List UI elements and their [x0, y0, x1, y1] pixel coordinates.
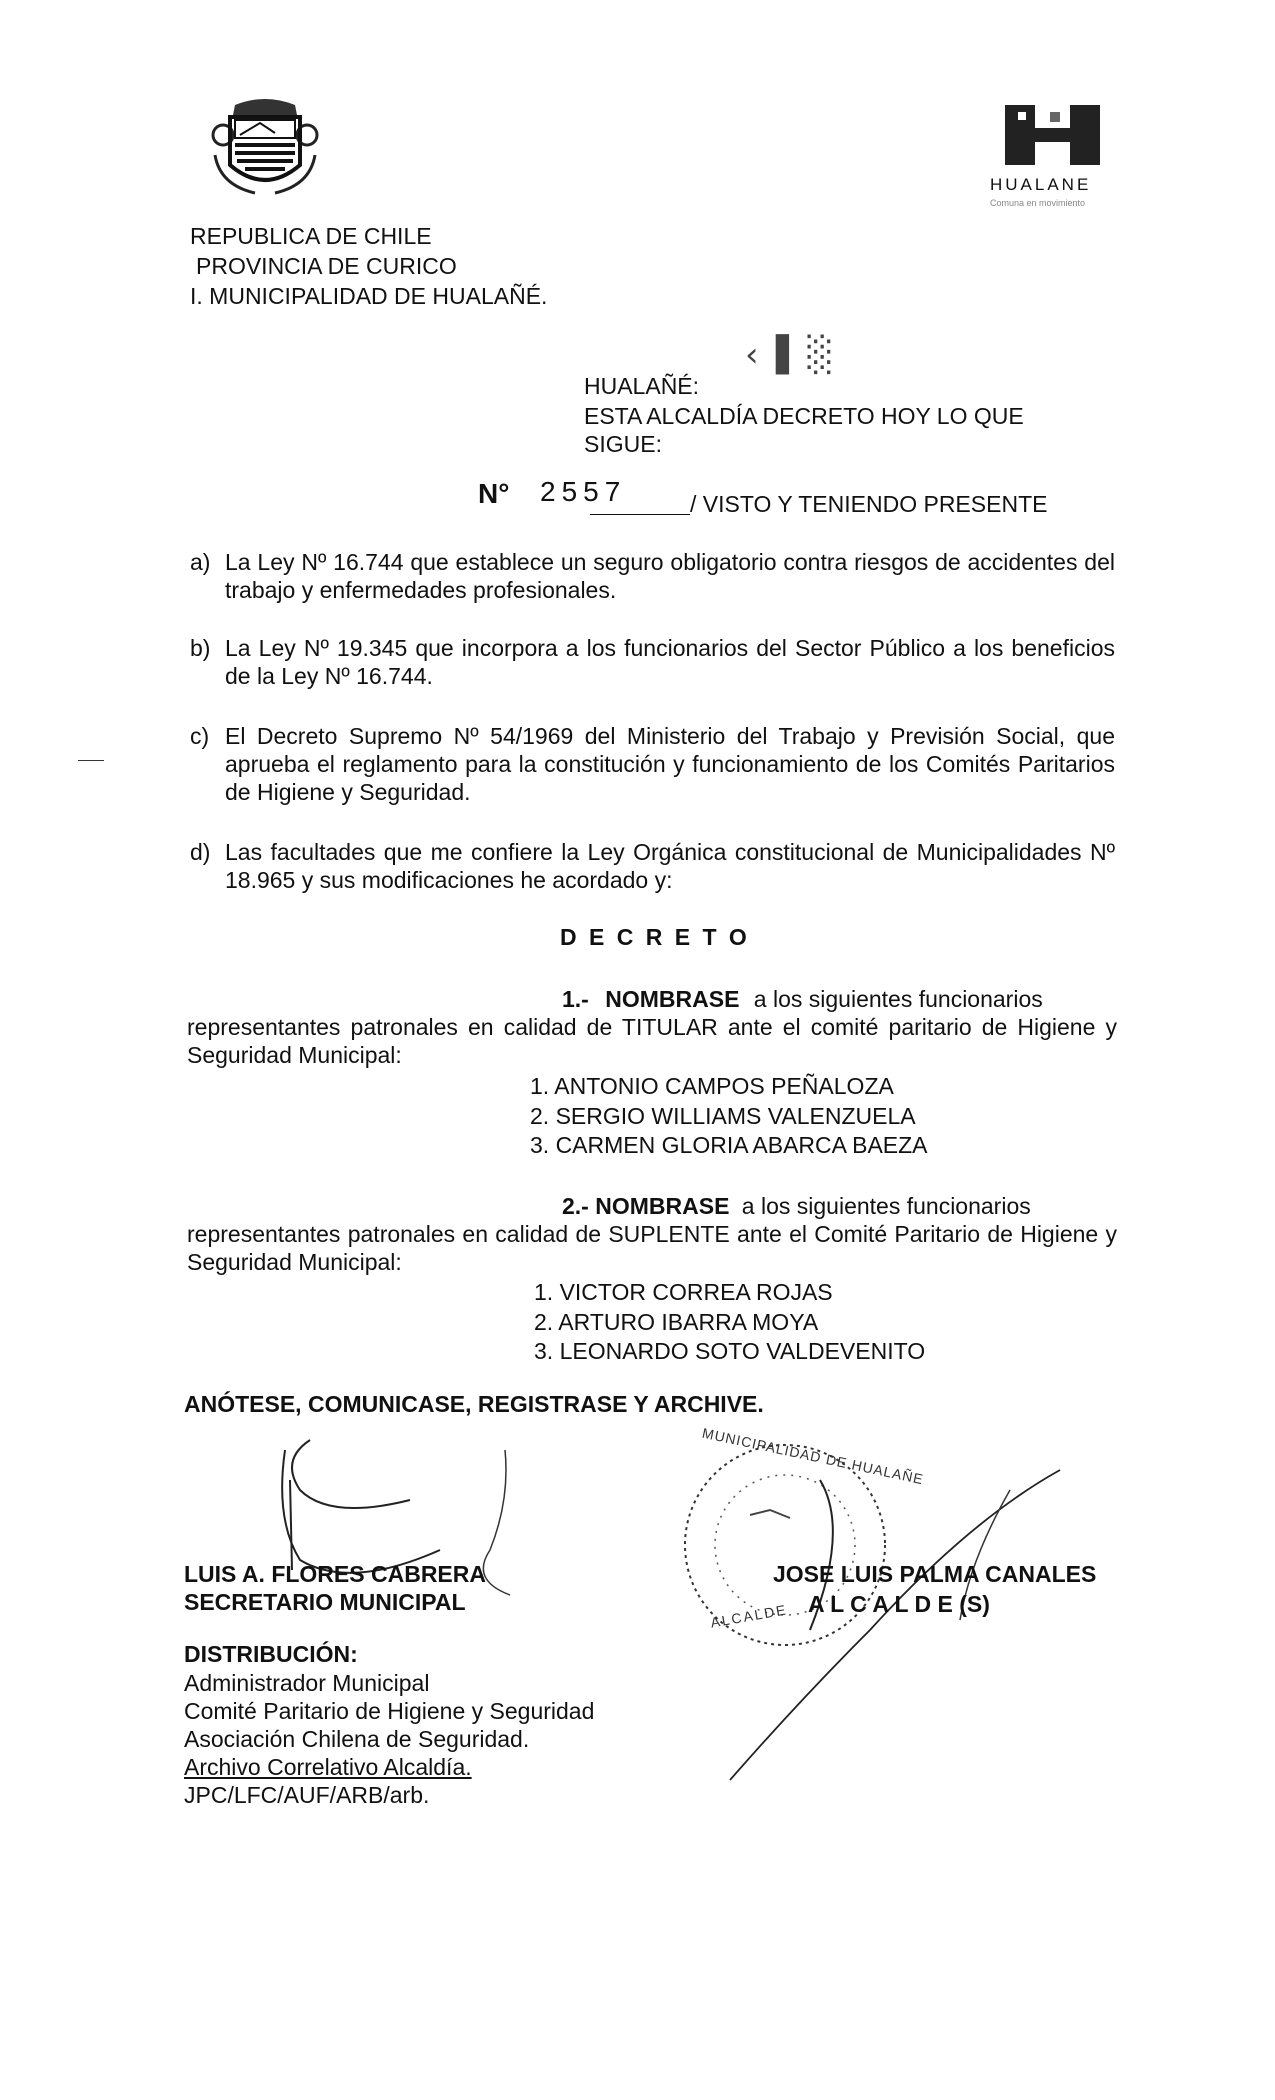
consideration-b: La Ley Nº 19.345 que incorpora a los funcionarios del Sector Público a los beneficios de la Ley Nº 16.744.	[225, 635, 1115, 689]
consideration-c: El Decreto Supremo Nº 54/1969 del Ministerio del Trabajo y Previsión Social, que aprueba el reglamento para la constitución y funcionamiento de los Comités Paritarios de Higiene y Seguridad.	[225, 723, 1115, 805]
decree-intro-line1: ESTA ALCALDÍA DECRETO HOY LO QUE	[584, 403, 1024, 429]
mayor-name: JOSE LUIS PALMA CANALES	[773, 1561, 1097, 1587]
secretary-name: LUIS A. FLORES CABRERA	[184, 1561, 486, 1587]
decreto-heading: D E C R E T O	[560, 924, 750, 950]
secretary-title: SECRETARIO MUNICIPAL	[184, 1589, 466, 1615]
distribution-initials: JPC/LFC/AUF/ARB/arb.	[184, 1782, 430, 1808]
decree-number: 2557	[540, 476, 627, 507]
margin-dash	[78, 760, 104, 761]
header-municipality: I. MUNICIPALIDAD DE HUALAÑÉ.	[190, 283, 548, 309]
header-country: REPUBLICA DE CHILE	[190, 223, 432, 249]
consideration-letter-d: d)	[190, 839, 211, 865]
seal-top-text: MUNICIPALIDAD DE HUALAÑE	[700, 1424, 926, 1488]
article1-lead-text: a los siguientes funcionarios	[753, 986, 1043, 1012]
logo-text: HUALANE	[990, 175, 1092, 194]
consideration-letter-a: a)	[190, 549, 211, 575]
article2-number: 2.-	[562, 1193, 589, 1219]
distribution-item-4: Archivo Correlativo Alcaldía.	[184, 1754, 472, 1780]
logo-tagline: Comuna en movimiento	[990, 198, 1086, 208]
hualane-logo-icon	[1000, 100, 1110, 170]
distribution-item-2: Comité Paritario de Higiene y Seguridad	[184, 1698, 595, 1724]
article2-lead-text: a los siguientes funcionarios	[741, 1193, 1031, 1219]
consideration-letter-c: c)	[190, 723, 210, 749]
article1-member-3: 3. CARMEN GLORIA ABARCA BAEZA	[530, 1132, 928, 1158]
article1-member-2: 2. SERGIO WILLIAMS VALENZUELA	[530, 1103, 916, 1129]
consideration-letter-b: b)	[190, 635, 211, 661]
coat-of-arms-icon	[205, 95, 325, 200]
mayor-title: A L C A L D E (S)	[808, 1591, 990, 1617]
seal-bottom-text: ALCALDE	[709, 1601, 789, 1631]
mayor-signature-icon	[720, 1460, 1080, 1790]
decree-intro-line2: SIGUE:	[584, 431, 662, 457]
article1-keyword: NOMBRASE	[605, 986, 740, 1012]
article1-body: representantes patronales en calidad de TITULAR ante el comité paritario de Higiene y Seguridad Municipal:	[187, 1014, 1117, 1068]
article1-number: 1.-	[562, 986, 589, 1012]
distribution-heading: DISTRIBUCIÓN:	[184, 1641, 358, 1667]
decree-number-prefix: N°	[478, 478, 510, 509]
article2-member-1: 1. VICTOR CORREA ROJAS	[534, 1279, 833, 1305]
consideration-a: La Ley Nº 16.744 que establece un seguro obligatorio contra riesgos de accidentes del trabajo y enfermedades profesionales.	[225, 549, 1115, 603]
article2-body: representantes patronales en calidad de SUPLENTE ante el Comité Paritario de Higiene y Seguridad Municipal:	[187, 1221, 1117, 1275]
article2-lead	[562, 1192, 1031, 1220]
article2-member-2: 2. ARTURO IBARRA MOYA	[534, 1309, 819, 1335]
decree-place: HUALAÑÉ:	[584, 373, 700, 399]
article1-lead	[562, 985, 1043, 1013]
article1-member-1: 1. ANTONIO CAMPOS PEÑALOZA	[530, 1073, 894, 1099]
distribution-item-1: Administrador Municipal	[184, 1670, 430, 1696]
header-province: PROVINCIA DE CURICO	[196, 253, 457, 279]
closing-line: ANÓTESE, COMUNICASE, REGISTRASE Y ARCHIVE.	[184, 1391, 764, 1417]
date-stamp-mark: ‹▐ ░	[745, 335, 838, 375]
consideration-d: Las facultades que me confiere la Ley Orgánica constitucional de Municipalidades Nº 18.965 y sus modificaciones he acordado y:	[225, 839, 1115, 893]
decree-number-underline	[590, 514, 690, 515]
distribution-item-3: Asociación Chilena de Seguridad.	[184, 1726, 530, 1752]
article2-member-3: 3. LEONARDO SOTO VALDEVENITO	[534, 1338, 926, 1364]
article2-keyword: NOMBRASE	[595, 1193, 730, 1219]
decree-visto: / VISTO Y TENIENDO PRESENTE	[690, 491, 1048, 517]
